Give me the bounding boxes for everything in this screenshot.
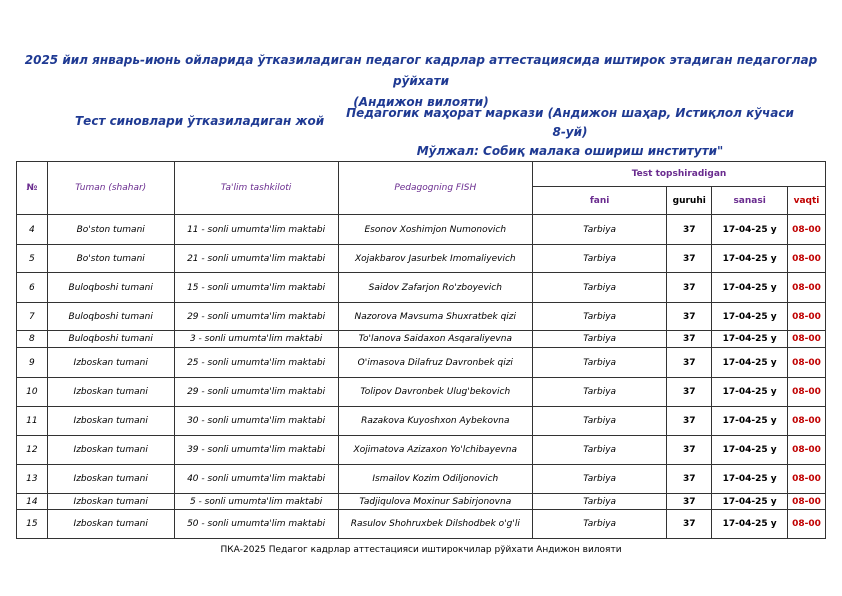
cell-district: Bo'ston tumani bbox=[47, 215, 174, 245]
header-name: Pedagogning FISH bbox=[338, 162, 533, 215]
cell-org: 29 - sonli umumta'lim maktabi bbox=[174, 303, 338, 331]
table-row bbox=[17, 465, 826, 494]
table-row bbox=[17, 494, 826, 510]
cell-name: Xojakbarov Jasurbek Imomaliyevich bbox=[338, 245, 533, 273]
cell-date: 17-04-25 у bbox=[712, 494, 788, 510]
header-test-group: Test topshiradigan bbox=[533, 162, 826, 187]
cell-group: 37 bbox=[667, 215, 712, 245]
cell-time: 08-00 bbox=[788, 378, 826, 407]
cell-district: Izboskan tumani bbox=[47, 436, 174, 465]
table-row bbox=[17, 436, 826, 465]
cell-subject: Tarbiya bbox=[533, 510, 667, 539]
table-body bbox=[17, 215, 826, 539]
cell-group: 37 bbox=[667, 303, 712, 331]
cell-subject: Tarbiya bbox=[533, 436, 667, 465]
cell-date: 17-04-25 у bbox=[712, 331, 788, 348]
cell-time: 08-00 bbox=[788, 407, 826, 436]
cell-time: 08-00 bbox=[788, 510, 826, 539]
table-row bbox=[17, 331, 826, 348]
cell-subject: Tarbiya bbox=[533, 273, 667, 303]
cell-time: 08-00 bbox=[788, 245, 826, 273]
cell-num: 11 bbox=[17, 407, 48, 436]
venue-address: Педагогик маҳорат маркази (Андижон шаҳар, Истиқлол кўчаси 8-уй) bbox=[346, 106, 794, 139]
cell-district: Izboskan tumani bbox=[47, 348, 174, 378]
header-group: guruhi bbox=[667, 187, 712, 215]
title-line-2: (Андижон вилояти) bbox=[353, 95, 489, 109]
cell-num: 8 bbox=[17, 331, 48, 348]
header-org: Ta'lim tashkiloti bbox=[174, 162, 338, 215]
cell-org: 3 - sonli umumta'lim maktabi bbox=[174, 331, 338, 348]
cell-district: Izboskan tumani bbox=[47, 407, 174, 436]
cell-org: 11 - sonli umumta'lim maktabi bbox=[174, 215, 338, 245]
cell-num: 12 bbox=[17, 436, 48, 465]
cell-district: Izboskan tumani bbox=[47, 510, 174, 539]
cell-district: Izboskan tumani bbox=[47, 378, 174, 407]
cell-group: 37 bbox=[667, 245, 712, 273]
cell-org: 5 - sonli umumta'lim maktabi bbox=[174, 494, 338, 510]
cell-subject: Tarbiya bbox=[533, 303, 667, 331]
cell-num: 13 bbox=[17, 465, 48, 494]
title-line-1: 2025 йил январь-июнь ойларида ўтказиладиган педагог кадрлар аттестациясида иштирок этадиган педагоглар рўйхати bbox=[24, 53, 818, 88]
venue-landmark: Мўлжал: Собиқ малака ошириш институти" bbox=[416, 144, 724, 158]
table-row bbox=[17, 273, 826, 303]
cell-date: 17-04-25 у bbox=[712, 510, 788, 539]
cell-subject: Tarbiya bbox=[533, 348, 667, 378]
cell-district: Buloqboshi tumani bbox=[47, 331, 174, 348]
cell-group: 37 bbox=[667, 510, 712, 539]
cell-name: Xojimatova Azizaxon Yo'lchibayevna bbox=[338, 436, 533, 465]
cell-time: 08-00 bbox=[788, 465, 826, 494]
cell-time: 08-00 bbox=[788, 215, 826, 245]
cell-date: 17-04-25 у bbox=[712, 436, 788, 465]
cell-org: 21 - sonli umumta'lim maktabi bbox=[174, 245, 338, 273]
cell-date: 17-04-25 у bbox=[712, 245, 788, 273]
table-row bbox=[17, 245, 826, 273]
table-row bbox=[17, 407, 826, 436]
cell-group: 37 bbox=[667, 494, 712, 510]
cell-name: Rasulov Shohruxbek Dilshodbek o'g'li bbox=[338, 510, 533, 539]
cell-group: 37 bbox=[667, 465, 712, 494]
cell-num: 5 bbox=[17, 245, 48, 273]
cell-num: 9 bbox=[17, 348, 48, 378]
table-row bbox=[17, 348, 826, 378]
cell-name: Saidov Zafarjon Ro'zboyevich bbox=[338, 273, 533, 303]
header-num: № bbox=[17, 162, 48, 215]
table-row bbox=[17, 510, 826, 539]
cell-num: 7 bbox=[17, 303, 48, 331]
table-row bbox=[17, 303, 826, 331]
cell-name: Tadjiqulova Moxinur Sabirjonovna bbox=[338, 494, 533, 510]
header-date: sanasi bbox=[712, 187, 788, 215]
cell-name: Razakova Kuyoshxon Aybekovna bbox=[338, 407, 533, 436]
cell-subject: Tarbiya bbox=[533, 407, 667, 436]
cell-date: 17-04-25 у bbox=[712, 465, 788, 494]
table-row bbox=[17, 378, 826, 407]
cell-date: 17-04-25 у bbox=[712, 215, 788, 245]
cell-district: Izboskan tumani bbox=[47, 465, 174, 494]
cell-date: 17-04-25 у bbox=[712, 273, 788, 303]
cell-date: 17-04-25 у bbox=[712, 303, 788, 331]
cell-org: 30 - sonli umumta'lim maktabi bbox=[174, 407, 338, 436]
cell-name: Nazorova Mavsuma Shuxratbek qizi bbox=[338, 303, 533, 331]
footer-note: ПКА-2025 Педагог кадрлар аттестацияси иштирокчилар рўйхати Андижон вилояти bbox=[220, 545, 622, 555]
cell-group: 37 bbox=[667, 273, 712, 303]
cell-district: Buloqboshi tumani bbox=[47, 303, 174, 331]
cell-subject: Tarbiya bbox=[533, 245, 667, 273]
cell-num: 15 bbox=[17, 510, 48, 539]
header-time: vaqti bbox=[788, 187, 826, 215]
cell-org: 39 - sonli umumta'lim maktabi bbox=[174, 436, 338, 465]
venue-label: Тест синовлари ўтказиладиган жой bbox=[75, 114, 325, 128]
table-row bbox=[17, 215, 826, 245]
cell-org: 40 - sonli umumta'lim maktabi bbox=[174, 465, 338, 494]
participants-table bbox=[16, 161, 826, 539]
cell-name: Tolipov Davronbek Ulug'bekovich bbox=[338, 378, 533, 407]
cell-time: 08-00 bbox=[788, 273, 826, 303]
cell-date: 17-04-25 у bbox=[712, 378, 788, 407]
cell-subject: Tarbiya bbox=[533, 465, 667, 494]
cell-group: 37 bbox=[667, 378, 712, 407]
cell-district: Buloqboshi tumani bbox=[47, 273, 174, 303]
venue-value bbox=[345, 104, 795, 161]
header-subject: fani bbox=[533, 187, 667, 215]
cell-time: 08-00 bbox=[788, 348, 826, 378]
cell-num: 14 bbox=[17, 494, 48, 510]
cell-district: Bo'ston tumani bbox=[47, 245, 174, 273]
cell-date: 17-04-25 у bbox=[712, 348, 788, 378]
cell-subject: Tarbiya bbox=[533, 378, 667, 407]
cell-name: Esonov Xoshimjon Numonovich bbox=[338, 215, 533, 245]
cell-group: 37 bbox=[667, 436, 712, 465]
cell-org: 29 - sonli umumta'lim maktabi bbox=[174, 378, 338, 407]
cell-subject: Tarbiya bbox=[533, 494, 667, 510]
cell-org: 15 - sonli umumta'lim maktabi bbox=[174, 273, 338, 303]
cell-org: 25 - sonli umumta'lim maktabi bbox=[174, 348, 338, 378]
cell-org: 50 - sonli umumta'lim maktabi bbox=[174, 510, 338, 539]
cell-group: 37 bbox=[667, 348, 712, 378]
cell-group: 37 bbox=[667, 331, 712, 348]
cell-subject: Tarbiya bbox=[533, 215, 667, 245]
cell-name: Ismailov Kozim Odiljonovich bbox=[338, 465, 533, 494]
cell-time: 08-00 bbox=[788, 303, 826, 331]
cell-time: 08-00 bbox=[788, 494, 826, 510]
cell-name: To'lanova Saidaxon Asqaraliyevna bbox=[338, 331, 533, 348]
cell-name: O'imasova Dilafruz Davronbek qizi bbox=[338, 348, 533, 378]
cell-time: 08-00 bbox=[788, 436, 826, 465]
cell-num: 10 bbox=[17, 378, 48, 407]
cell-district: Izboskan tumani bbox=[47, 494, 174, 510]
cell-date: 17-04-25 у bbox=[712, 407, 788, 436]
cell-subject: Tarbiya bbox=[533, 331, 667, 348]
header-district: Tuman (shahar) bbox=[47, 162, 174, 215]
cell-num: 6 bbox=[17, 273, 48, 303]
cell-num: 4 bbox=[17, 215, 48, 245]
cell-group: 37 bbox=[667, 407, 712, 436]
cell-time: 08-00 bbox=[788, 331, 826, 348]
